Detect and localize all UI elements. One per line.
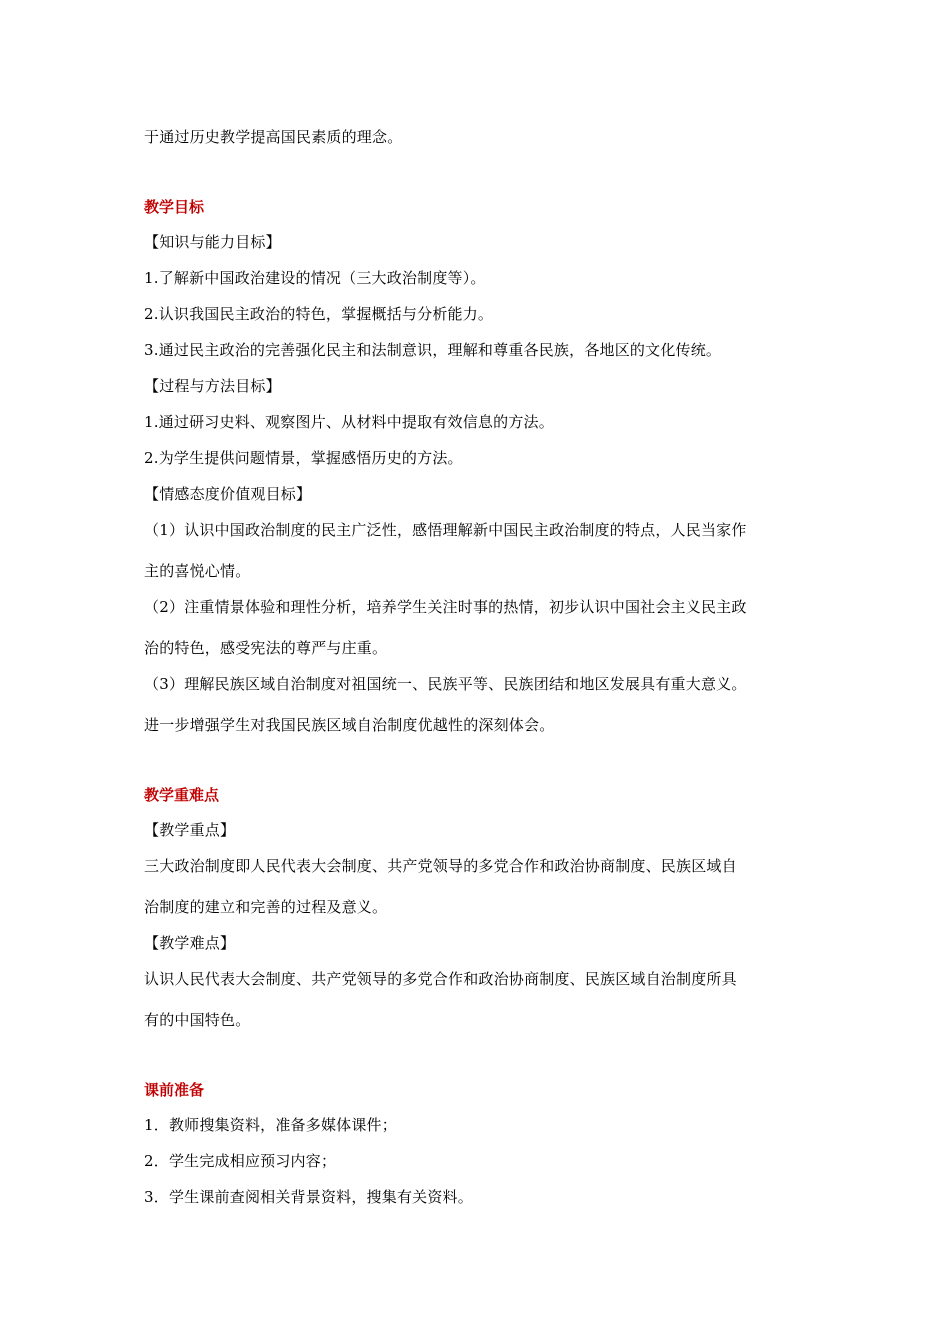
- knowledge-item-1: 1.了解新中国政治建设的情况（三大政治制度等）。: [144, 269, 486, 287]
- knowledge-item-3: 3.通过民主政治的完善强化民主和法制意识，理解和尊重各民族，各地区的文化传统。: [144, 341, 722, 359]
- difficulty-label: 【教学难点】: [144, 934, 236, 952]
- process-label: 【过程与方法目标】: [144, 377, 281, 395]
- emotion-item-1-line-1: （1）认识中国政治制度的民主广泛性，感悟理解新中国民主政治制度的特点，人民当家作: [144, 521, 747, 539]
- key-points-heading: 教学重难点: [144, 786, 220, 804]
- focus-line-2: 治制度的建立和完善的过程及意义。: [144, 898, 388, 916]
- process-item-1: 1.通过研习史料、观察图片、从材料中提取有效信息的方法。: [144, 413, 554, 431]
- focus-line-1: 三大政治制度即人民代表大会制度、共产党领导的多党合作和政治协商制度、民族区域自: [144, 857, 737, 875]
- preparation-item-1: 1．教师搜集资料，准备多媒体课件；: [144, 1116, 397, 1134]
- knowledge-label: 【知识与能力目标】: [144, 233, 281, 251]
- objectives-heading: 教学目标: [144, 198, 205, 216]
- intro-text: 于通过历史教学提高国民素质的理念。: [144, 128, 403, 146]
- emotion-label: 【情感态度价值观目标】: [144, 485, 312, 503]
- preparation-item-2: 2．学生完成相应预习内容；: [144, 1152, 337, 1170]
- emotion-item-1-line-2: 主的喜悦心情。: [144, 562, 251, 580]
- knowledge-item-2: 2.认识我国民主政治的特色，掌握概括与分析能力。: [144, 305, 494, 323]
- emotion-item-2-line-1: （2）注重情景体验和理性分析，培养学生关注时事的热情，初步认识中国社会主义民主政: [144, 598, 747, 616]
- difficulty-line-2: 有的中国特色。: [144, 1011, 251, 1029]
- emotion-item-3-line-1: （3）理解民族区域自治制度对祖国统一、民族平等、民族团结和地区发展具有重大意义。: [144, 675, 747, 693]
- emotion-item-3-line-2: 进一步增强学生对我国民族区域自治制度优越性的深刻体会。: [144, 716, 555, 734]
- preparation-item-3: 3．学生课前查阅相关背景资料，搜集有关资料。: [144, 1188, 473, 1206]
- difficulty-line-1: 认识人民代表大会制度、共产党领导的多党合作和政治协商制度、民族区域自治制度所具: [144, 970, 737, 988]
- preparation-heading: 课前准备: [144, 1081, 205, 1099]
- emotion-item-2-line-2: 治的特色，感受宪法的尊严与庄重。: [144, 639, 388, 657]
- focus-label: 【教学重点】: [144, 821, 236, 839]
- process-item-2: 2.为学生提供问题情景，掌握感悟历史的方法。: [144, 449, 463, 467]
